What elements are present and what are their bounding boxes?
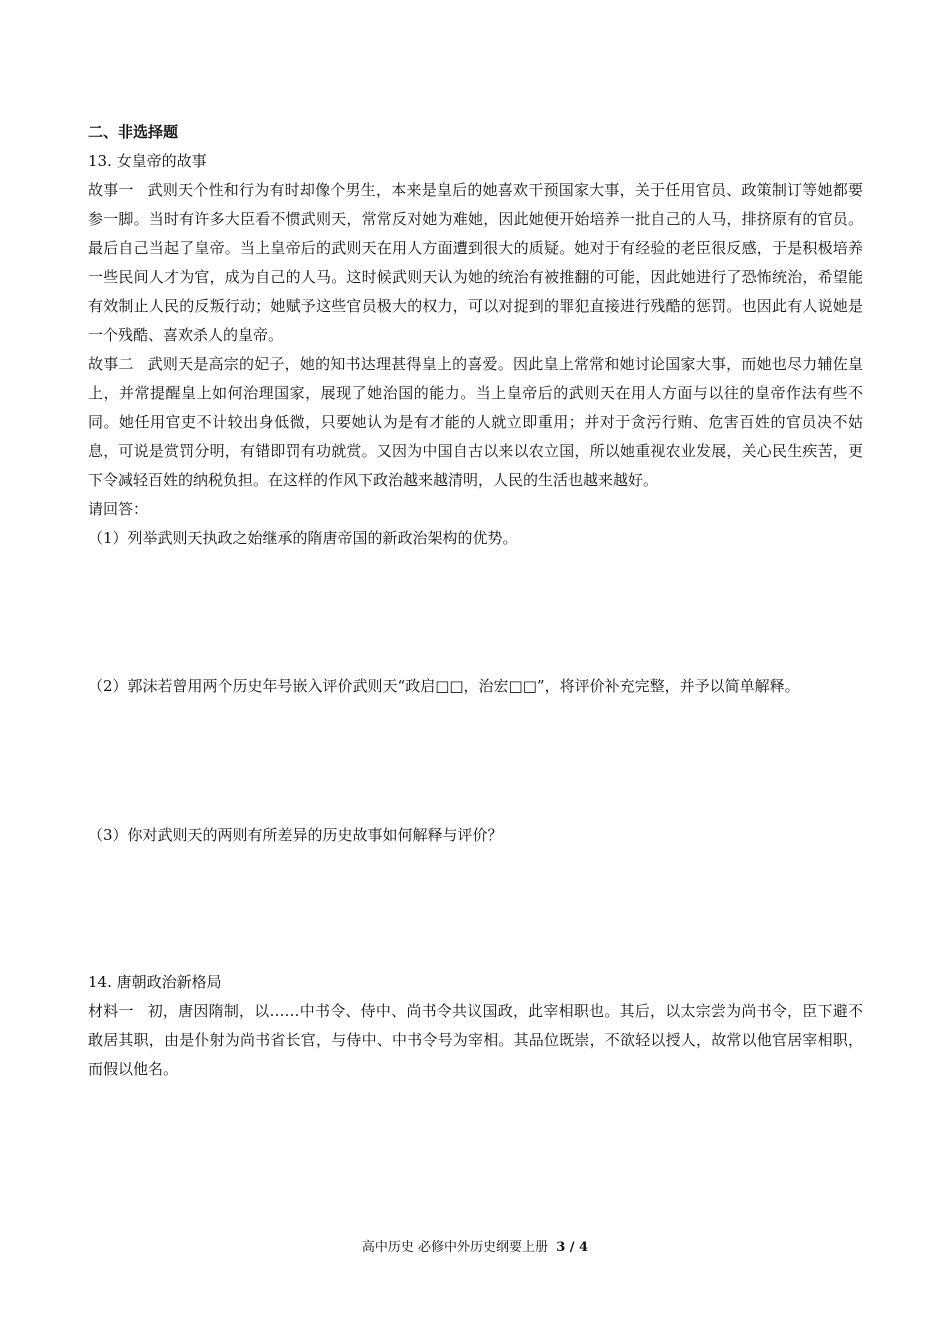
story-one-text: 武则天个性和行为有时却像个男生，本来是皇后的她喜欢干预国家大事，关于任用官员、政策制订等她都要参一脚。当时有许多大臣看不惯武则天，常常反对她为难她，因此她便开始培养一批自己的人马，排挤原有的官员。最后自己当起了皇帝。当上皇帝后的武则天在用人方面遭到很大的质疑。她对于有经验的老臣很反感，于是积极培养一些民间人才为官，成为自己的人马。这时候武则天认为她的统治有被推翻的可能，因此她进行了恐怖统治，希望能有效制止人民的反叛行动；她赋予这些官员极大的权力，可以对捉到的罪犯直接进行残酷的惩罚。也因此有人说她是一个残酷、喜欢杀人的皇帝。 xyxy=(88,181,863,344)
story-one xyxy=(88,176,863,350)
story-two-lead: 故事二 xyxy=(88,355,134,373)
sub-question-1: （1）列举武则天执政之始继承的隋唐帝国的新政治架构的优势。 xyxy=(88,529,518,547)
material-one xyxy=(88,997,863,1084)
story-one-lead: 故事一 xyxy=(88,181,134,199)
section-title: 二、非选择题 xyxy=(88,123,179,141)
answer-space-1 xyxy=(88,553,863,672)
story-two xyxy=(88,350,863,495)
story-two-text: 武则天是高宗的妃子，她的知书达理甚得皇上的喜爱。因此皇上常常和她讨论国家大事，而她也尽力辅佐皇上，并常提醒皇上如何治理国家，展现了她治国的能力。当上皇帝后的武则天在用人方面与以往的皇帝作法有些不同。她任用官吏不计较出身低微，只要她认为是有才能的人就立即重用；并对于贪污行贿、危害百姓的官员决不姑息，可说是赏罚分明，有错即罚有功就赏。又因为中国自古以来以农立国，所以她重视农业发展，关心民生疾苦，更下令减轻百姓的纳税负担。在这样的作风下政治越来越清明，人民的生活也越来越好。 xyxy=(88,355,863,489)
page-number: 3 / 4 xyxy=(556,1240,589,1255)
sub-question-3: （3）你对武则天的两则有所差异的历史故事如何解释与评价？ xyxy=(88,826,503,844)
material-one-lead: 材料一 xyxy=(88,1002,134,1020)
answer-space-3 xyxy=(88,850,863,968)
page-footer xyxy=(0,1236,950,1255)
page-content xyxy=(88,118,863,1084)
footer-text: 高中历史 必修中外历史纲要上册 xyxy=(361,1240,549,1255)
question-13-title: 13. 女皇帝的故事 xyxy=(88,152,207,170)
sub-question-2: （2）郭沫若曾用两个历史年号嵌入评价武则天“政启□□，治宏□□”，将评价补充完整，并予以简单解释。 xyxy=(88,677,800,695)
material-one-text: 初，唐因隋制，以……中书令、侍中、尚书令共议国政，此宰相职也。其后，以太宗尝为尚书令，臣下避不敢居其职，由是仆射为尚书省长官，与侍中、中书令号为宰相。其品位既崇，不欲轻以授人，故常以他官居宰相职，而假以他名。 xyxy=(88,1002,863,1078)
question-14-title: 14. 唐朝政治新格局 xyxy=(88,973,222,991)
answer-space-2 xyxy=(88,701,863,821)
answer-prompt: 请回答： xyxy=(88,500,149,518)
